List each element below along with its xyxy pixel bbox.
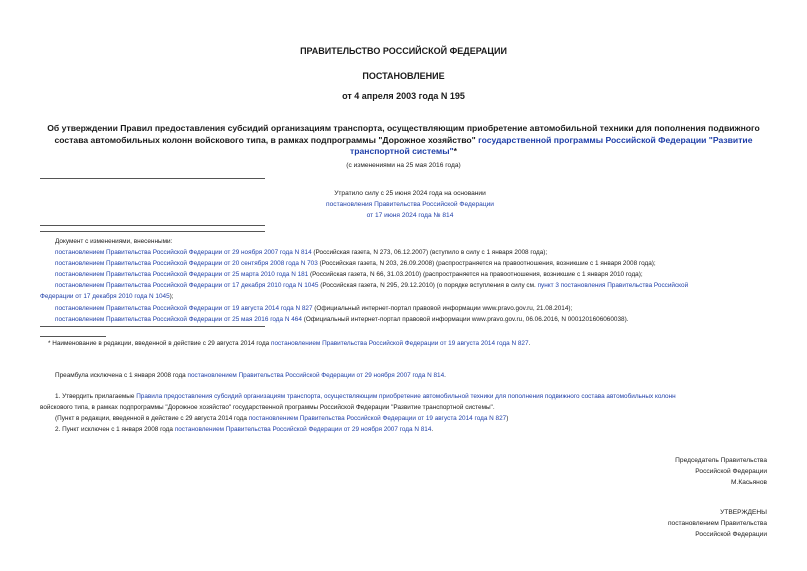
change-text: (Российская газета, N 273, 06.12.2007) (вступило в силу с 1 января 2008 года);	[311, 249, 548, 257]
repeal-text: Утратило силу с 25 июня 2024 года на основании	[334, 190, 486, 197]
item-1-note-text: (Пункт в редакции, введенной в действие с 29 августа 2014 года	[55, 415, 249, 422]
item-1-note	[55, 415, 508, 422]
item-1-note-end: )	[506, 415, 509, 422]
item-1-line2: войскового типа, в рамках подпрограммы "Дорожное хозяйство" государственной программы Российской Федерации "Развитие транспортной системы".	[40, 404, 495, 411]
doc-type-heading: ПОСТАНОВЛЕНИЕ	[362, 71, 445, 81]
list-item	[55, 314, 775, 325]
list-item	[55, 303, 775, 314]
change-link[interactable]: постановлением Правительства Российской Федерации от 20 сентября 2008 года N 703	[55, 260, 318, 268]
signature-block	[675, 455, 767, 488]
footnote-end: .	[528, 340, 531, 347]
approved-by: постановлением Правительства	[667, 520, 767, 527]
list-item	[55, 269, 775, 280]
list-item	[55, 247, 775, 258]
doc-date-number: от 4 апреля 2003 года N 195	[342, 91, 465, 101]
revision-note: (с изменениями на 25 мая 2016 года)	[346, 162, 461, 169]
change-link[interactable]: постановлением Правительства Российской Федерации от 25 марта 2010 года N 181	[55, 271, 309, 279]
change-text: (Российская газета, N 66, 31.03.2010) (распространяется на правоотношения, возникшие с 1 января 2010 года);	[308, 271, 643, 279]
change-sublink-cont[interactable]: Федерации от 17 декабря 2010 года N 1045	[40, 293, 170, 301]
change-text: (Российская газета, N 203, 26.09.2008) (распространяется на правоотношения, возникшие с 1 января 2008 года);	[317, 260, 656, 268]
change-text: (Официальный интернет-портал правовой информации www.pravo.gov.ru, 06.06.2016, N 0001201606060038).	[301, 315, 629, 323]
signature-title: Председатель Правительства	[675, 457, 767, 464]
signature-name: М.Касьянов	[731, 479, 767, 486]
changes-list	[40, 236, 775, 325]
preamble	[55, 372, 446, 379]
approved-heading: УТВЕРЖДЕНЫ	[720, 509, 767, 516]
change-link[interactable]: постановлением Правительства Российской Федерации от 19 августа 2014 года N 827	[55, 304, 313, 312]
rules-link[interactable]: Правила предоставления субсидий организациям транспорта, осуществляющим приобретение автомобильной техники для пополнения подвижного состава автомобильных колонн	[136, 393, 676, 400]
change-text: (Российская газета, N 295, 29.12.2010) (о порядке вступления в силу см.	[318, 282, 538, 290]
government-heading: ПРАВИТЕЛЬСТВО РОССИЙСКОЙ ФЕДЕРАЦИИ	[300, 46, 507, 56]
approved-block	[668, 507, 767, 540]
change-link[interactable]: постановлением Правительства Российской Федерации от 25 мая 2016 года N 464	[55, 315, 302, 323]
change-link[interactable]: постановлением Правительства Российской Федерации от 29 ноября 2007 года N 814	[55, 249, 312, 257]
preamble-text: Преамбула исключена с 1 января 2008 года	[55, 372, 188, 379]
signature-org: Российской Федерации	[695, 468, 767, 475]
divider	[40, 225, 265, 226]
divider	[40, 178, 265, 179]
repeal-link-2[interactable]: от 17 июня 2024 года № 814	[366, 212, 454, 219]
approved-org: Российской Федерации	[695, 531, 767, 538]
item-2-end: .	[431, 426, 434, 433]
list-item	[55, 280, 775, 291]
footnote	[48, 340, 530, 347]
changes-heading: Документ с изменениями, внесенными:	[55, 238, 173, 245]
footnote-divider	[40, 336, 106, 337]
change-text: (Официальный интернет-портал правовой информации www.pravo.gov.ru, 21.08.2014);	[312, 304, 573, 312]
item-1-note-link[interactable]: постановлением Правительства Российской Федерации от 19 августа 2014 года N 827	[248, 415, 507, 422]
change-sublink[interactable]: пункт 3 постановления Правительства Российской	[537, 282, 689, 290]
preamble-link[interactable]: постановлением Правительства Российской Федерации от 29 ноября 2007 года N 814	[187, 372, 445, 379]
footnote-text: * Наименование в редакции, введенной в действие с 29 августа 2014 года	[48, 340, 272, 347]
change-text: );	[169, 293, 174, 301]
item-1	[55, 393, 676, 400]
preamble-end: .	[444, 372, 446, 379]
list-item	[55, 258, 775, 269]
divider	[40, 326, 265, 327]
title-program-link[interactable]: государственной программы Российской Федерации "Развитие транспортной системы"	[350, 134, 753, 156]
list-item-continuation	[40, 291, 775, 302]
footnote-link[interactable]: постановлением Правительства Российской Федерации от 19 августа 2014 года N 827	[271, 340, 529, 347]
document-title	[30, 123, 777, 158]
item-2-text: 2. Пункт исключен с 1 января 2008 года	[55, 426, 175, 433]
repeal-block	[260, 188, 560, 221]
item-2	[55, 426, 433, 433]
item-1-text: 1. Утвердить прилагаемые	[55, 393, 137, 400]
divider	[40, 231, 265, 232]
change-link[interactable]: постановлением Правительства Российской Федерации от 17 декабря 2010 года N 1045	[55, 282, 319, 290]
item-2-link[interactable]: постановлением Правительства Российской Федерации от 29 ноября 2007 года N 814	[174, 426, 432, 433]
repeal-link-1[interactable]: постановления Правительства Российской Федерации	[326, 201, 494, 208]
title-text: Об утверждении Правил предоставления субсидий организациям транспорта, осуществляющим приобретение автомобильной техники для пополнения подвижного состава автомобильных колонн войскового типа, в рамках подпрограммы "Дорожное хозяйство"	[47, 123, 760, 145]
title-footnote-mark: *	[453, 146, 457, 156]
